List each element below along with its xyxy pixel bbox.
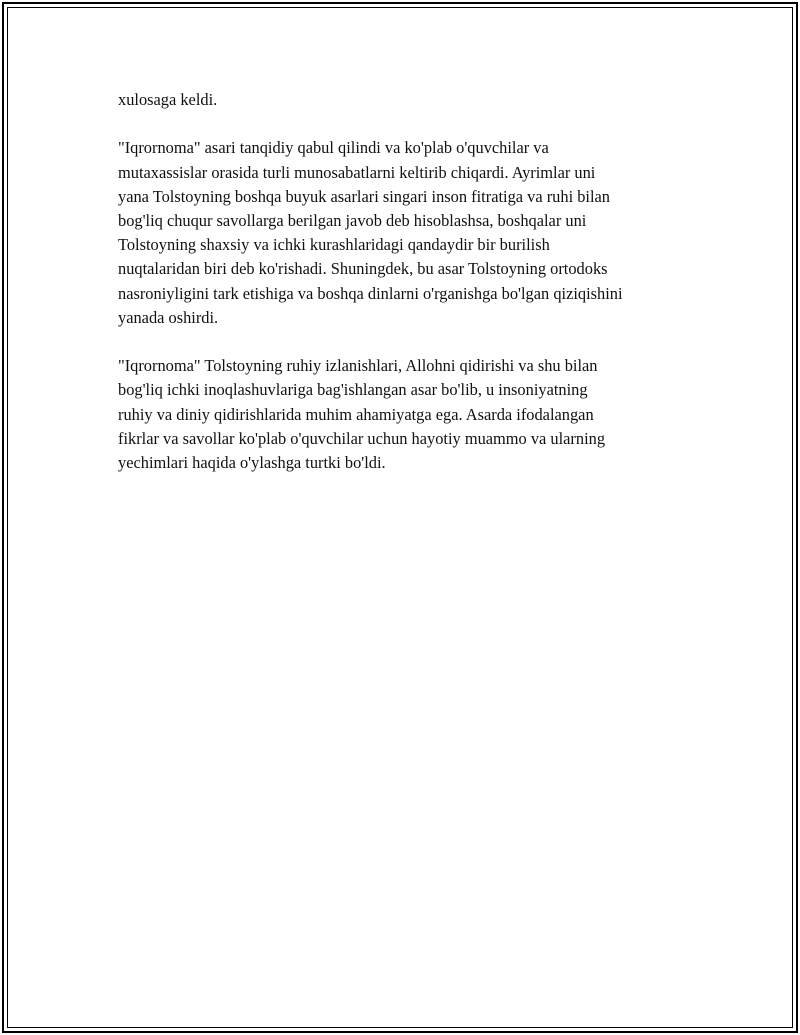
paragraph-2: "Iqrornoma" asari tanqidiy qabul qilindi va ko'plab o'quvchilar va mutaxassislar orasida turli munosabatlarni keltirib chiqardi. Ayrimlar uni yana Tolstoyning boshqa buyuk asarlari singari inson fitratiga va ruhi bilan bog'liq chuqur savollarga berilgan javob deb hisoblashsa, boshqalar uni Tolstoyning shaxsiy va ichki kurashlaridagi qandaydir bir burilish nuqtalaridan biri deb ko'rishadi. Shuningdek, bu asar Tolstoyning ortodoks nasroniyligini tark etishiga va boshqa dinlarni o'rganishga bo'lgan qiziqishini yanada oshirdi.: [118, 138, 623, 327]
paragraph-1: xulosaga keldi.: [118, 90, 218, 109]
document-body: [118, 88, 690, 499]
paragraph-3: "Iqrornoma" Tolstoyning ruhiy izlanishlari, Allohni qidirishi va shu bilan bog'liq ichki inoqlashuvlariga bag'ishlangan asar bo'lib, u insoniyatning ruhiy va diniy qidirishlarida muhim ahamiyatga ega. Asarda ifodalangan fikrlar va savollar ko'plab o'quvchilar uchun hayotiy muammo va ularning yechimlari haqida o'ylashga turtki bo'ldi.: [118, 356, 606, 473]
